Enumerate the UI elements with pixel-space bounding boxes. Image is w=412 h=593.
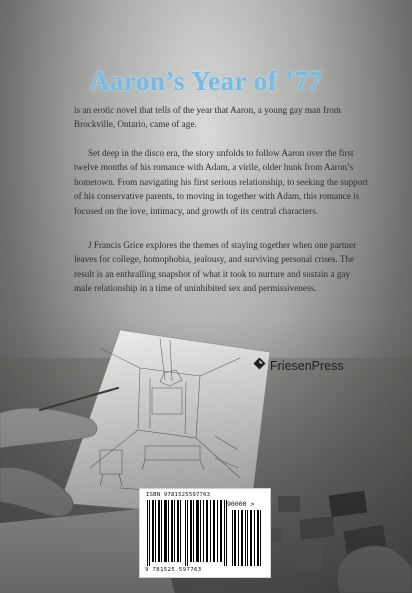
barcode-bars xyxy=(147,500,227,566)
publisher-logo xyxy=(253,357,344,375)
barcode-digits: 9 781525 597763 xyxy=(145,567,202,573)
isbn-barcode xyxy=(139,488,271,578)
diamond-logo-icon xyxy=(253,357,266,375)
blurb-paragraph-1: is an erotic novel that tells of the year that Aaron, a young gay man from Brockville, Ontario, came of age. xyxy=(74,105,341,130)
book-title: Aaron’s Year of ’77 xyxy=(89,66,323,96)
publisher-name: FriesenPress xyxy=(270,359,344,373)
price-barcode-bars xyxy=(232,510,262,566)
blurb-paragraph-3: J Francis Grice explores the themes of staying together when one partner leaves for college, homophobia, jealousy, and surviving personal crises. The result is an enthralling snapshot of what it took to nurture and sustain a gay male relationship in a time of uninhibited sex and permissiveness. xyxy=(74,240,357,294)
isbn-label: ISBN 9781525597763 xyxy=(146,492,211,498)
blurb-paragraph-2: Set deep in the disco era, the story unfolds to follow Aaron over the first twelve months of his romance with Adam, a virile, older hunk from Aaron’s hometown. From navigating his first serious relationship, to seeking the support of his conservative parents, to moving in together with Adam, this romance is focused on the love, intimacy, and growth of its central characters. xyxy=(74,148,368,216)
price-code: 90000 > xyxy=(227,500,255,508)
